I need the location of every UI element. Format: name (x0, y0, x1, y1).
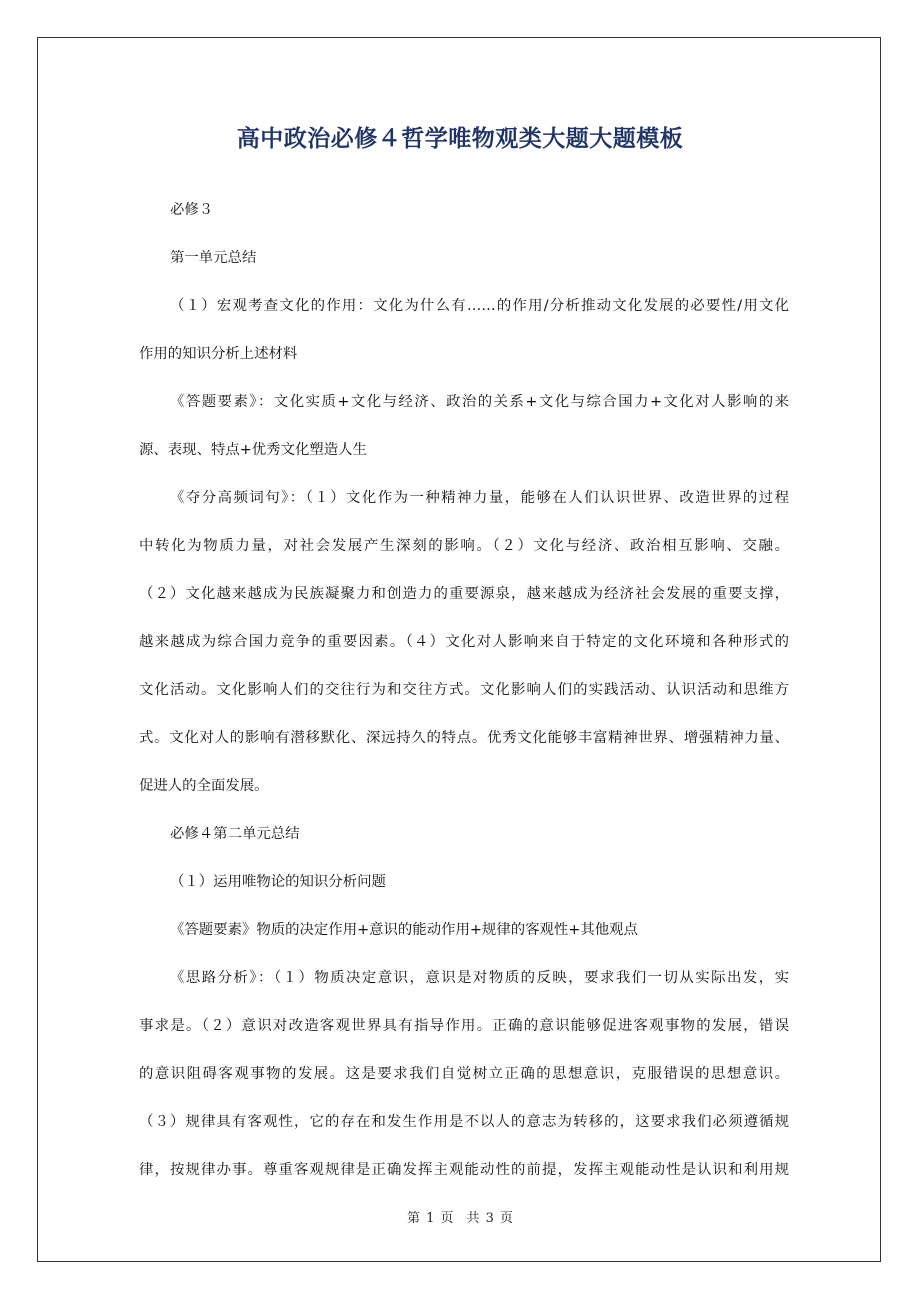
paragraph-line: 的意识阻碍客观事物的发展。这是要求我们自觉树立正确的思想意识，克服错误的思想意识。 (139, 1066, 789, 1082)
paragraph-line: 《答题要素》：文化实质+文化与经济、政治的关系+文化与综合国力+文化对人影响的来 (170, 394, 789, 410)
paragraph-line: 必修３ (170, 202, 214, 218)
paragraph-line: 《答题要素》物质的决定作用+意识的能动作用+规律的客观性+其他观点 (170, 922, 638, 938)
paragraph-line: （３）规律具有客观性，它的存在和发生作用是不以人的意志为转移的，这要求我们必须遵循规 (139, 1114, 789, 1130)
paragraph-line: 第一单元总结 (170, 250, 257, 266)
paragraph-line: （１）宏观考查文化的作用：文化为什么有……的作用/分析推动文化发展的必要性/用文化 (170, 298, 789, 314)
document-title: 高中政治必修４哲学唯物观类大题大题模板 (236, 126, 684, 152)
paragraph-line: 《夺分高频词句》：（１）文化作为一种精神力量，能够在人们认识世界、改造世界的过程 (170, 490, 789, 506)
paragraph-line: 中转化为物质力量，对社会发展产生深刻的影响。（２）文化与经济、政治相互影响、交融。 (139, 538, 789, 554)
paragraph-line: 律，按规律办事。尊重客观规律是正确发挥主观能动性的前提，发挥主观能动性是认识和利用规 (139, 1162, 789, 1178)
paragraph-line: （１）运用唯物论的知识分析问题 (170, 874, 386, 890)
paragraph-line: 必修４第二单元总结 (170, 826, 300, 842)
paragraph-line: 文化活动。文化影响人们的交往行为和交往方式。文化影响人们的实践活动、认识活动和思维方 (139, 682, 789, 698)
paragraph-line: 促进人的全面发展。 (139, 778, 269, 794)
paragraph-line: 《思路分析》：（１）物质决定意识，意识是对物质的反映，要求我们一切从实际出发，实 (170, 970, 789, 986)
paragraph-line: （２）文化越来越成为民族凝聚力和创造力的重要源泉，越来越成为经济社会发展的重要支撑， (139, 586, 789, 602)
paragraph-line: 作用的知识分析上述材料 (139, 346, 298, 362)
page-number-footer: 第 1 页 共 3 页 (406, 1211, 514, 1226)
paragraph-line: 式。文化对人的影响有潜移默化、深远持久的特点。优秀文化能够丰富精神世界、增强精神力量、 (139, 730, 789, 746)
paragraph-line: 越来越成为综合国力竞争的重要因素。（４）文化对人影响来自于特定的文化环境和各种形式的 (139, 634, 789, 650)
paragraph-line: 事求是。（２）意识对改造客观世界具有指导作用。正确的意识能够促进客观事物的发展，错误 (139, 1018, 789, 1034)
paragraph-line: 源、表现、特点+优秀文化塑造人生 (139, 442, 367, 458)
